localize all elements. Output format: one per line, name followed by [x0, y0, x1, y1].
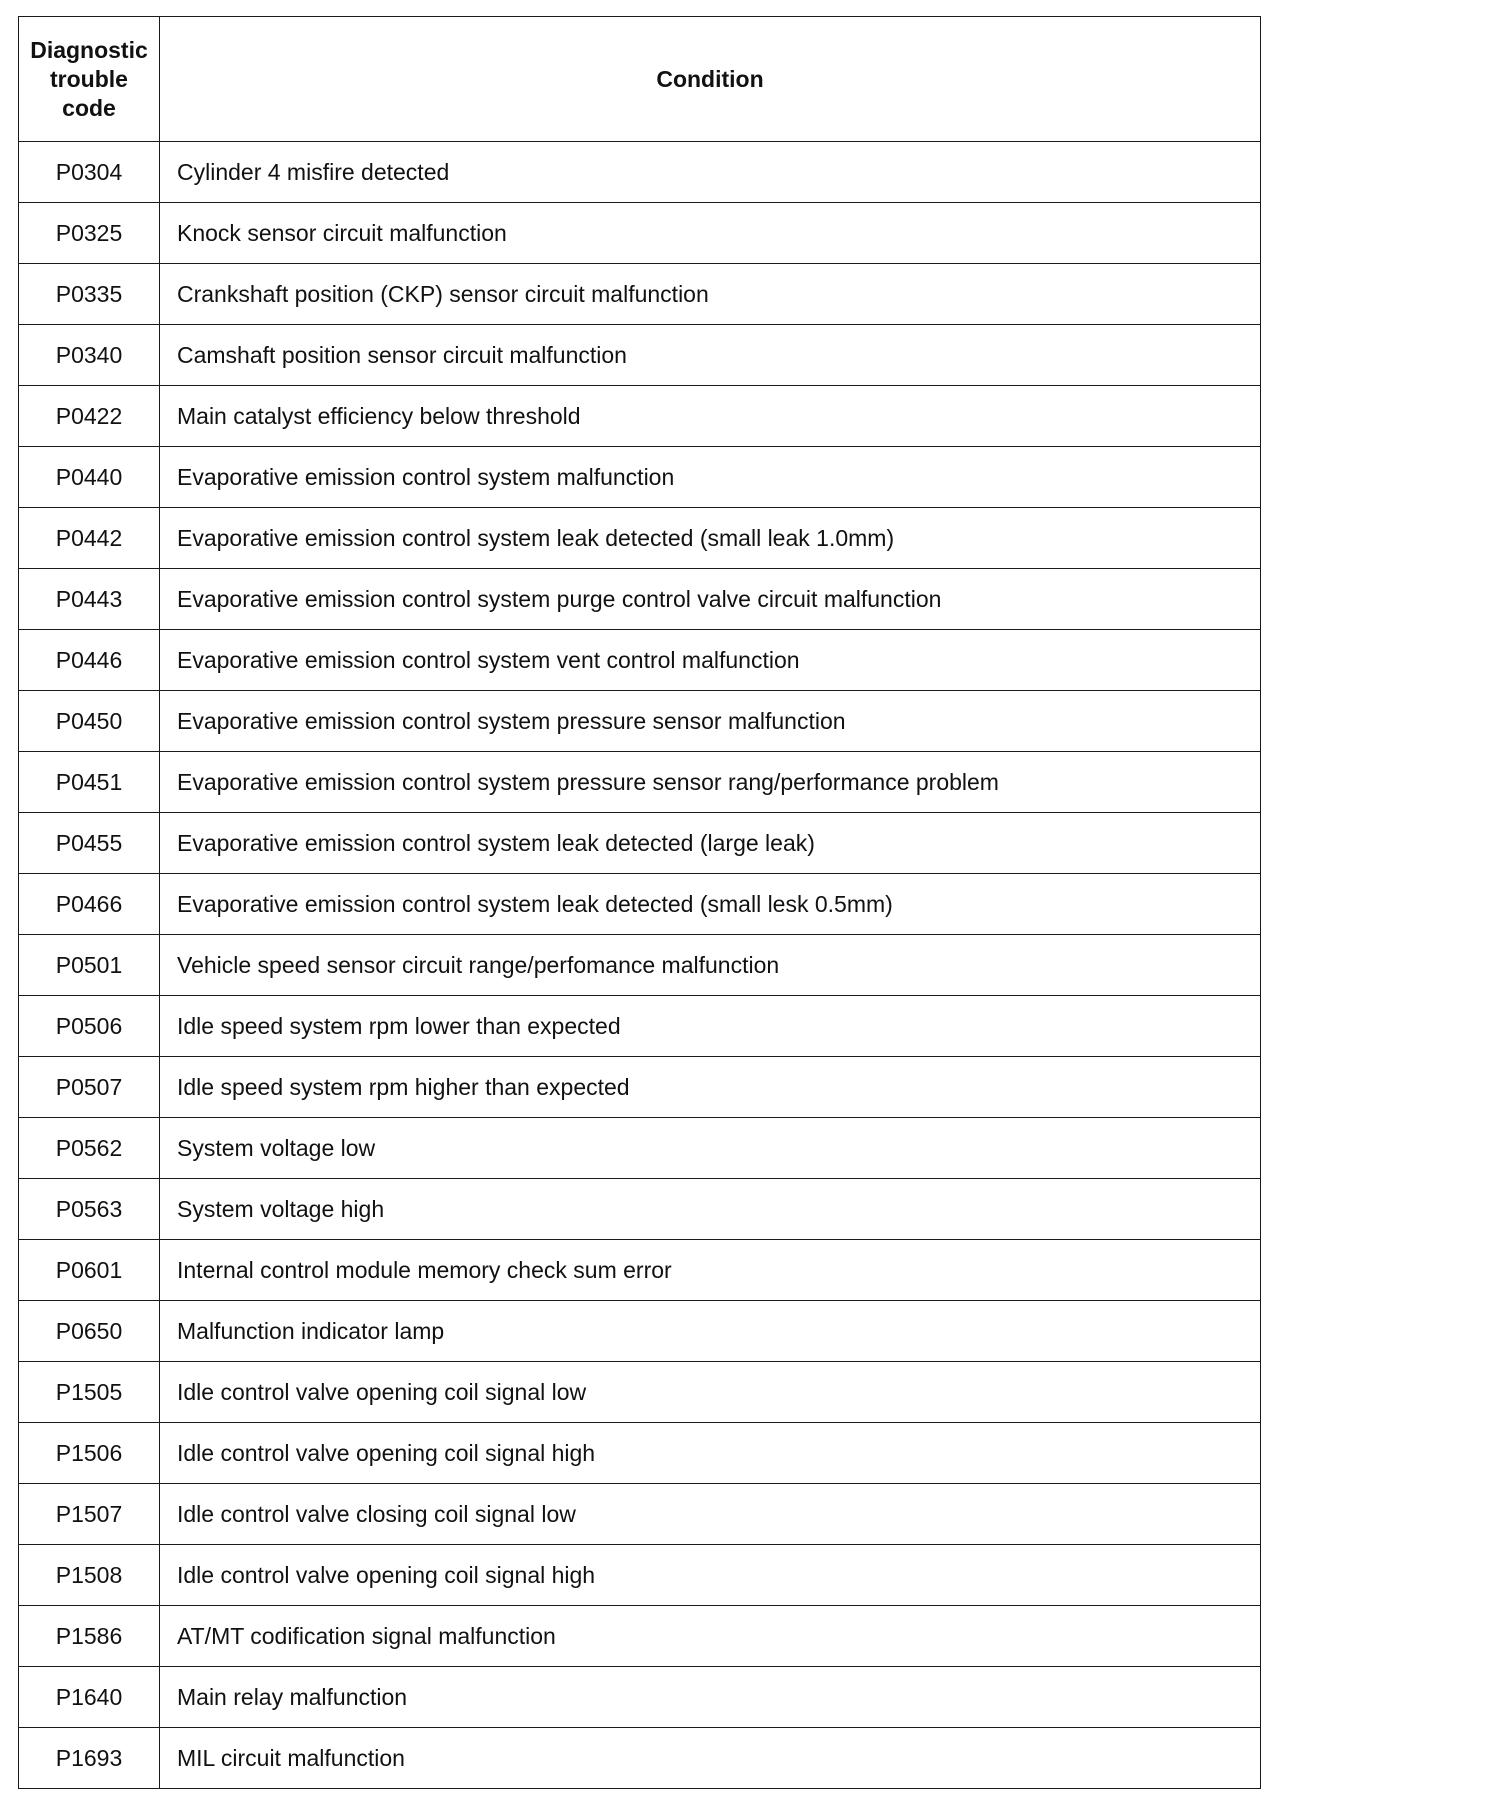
condition-cell: Idle control valve opening coil signal low: [160, 1362, 1261, 1423]
condition-column-header: Condition: [160, 17, 1261, 142]
table-row: [19, 1118, 1261, 1179]
table-row: [19, 752, 1261, 813]
table-row: [19, 1362, 1261, 1423]
dtc-table: [18, 16, 1261, 1789]
table-row: [19, 1057, 1261, 1118]
table-row: [19, 508, 1261, 569]
dtc-code-cell: P0440: [19, 447, 160, 508]
code-header-line-1: Diagnostic: [30, 36, 148, 63]
table-row: [19, 1179, 1261, 1240]
table-row: [19, 935, 1261, 996]
dtc-code-cell: P1693: [19, 1728, 160, 1789]
table-row: [19, 1667, 1261, 1728]
dtc-code-cell: P1507: [19, 1484, 160, 1545]
dtc-code-cell: P1508: [19, 1545, 160, 1606]
condition-cell: Evaporative emission control system malfunction: [160, 447, 1261, 508]
condition-cell: Vehicle speed sensor circuit range/perfomance malfunction: [160, 935, 1261, 996]
table-row: [19, 203, 1261, 264]
dtc-code-cell: P0601: [19, 1240, 160, 1301]
dtc-code-cell: P0446: [19, 630, 160, 691]
condition-cell: Evaporative emission control system pressure sensor rang/performance problem: [160, 752, 1261, 813]
table-row: [19, 1240, 1261, 1301]
condition-cell: Idle speed system rpm higher than expected: [160, 1057, 1261, 1118]
dtc-code-cell: P1505: [19, 1362, 160, 1423]
dtc-code-cell: P0304: [19, 142, 160, 203]
table-row: [19, 569, 1261, 630]
table-row: [19, 874, 1261, 935]
table-row: [19, 1728, 1261, 1789]
dtc-code-cell: P1640: [19, 1667, 160, 1728]
condition-cell: Evaporative emission control system leak detected (small lesk 0.5mm): [160, 874, 1261, 935]
condition-cell: System voltage low: [160, 1118, 1261, 1179]
condition-cell: Main catalyst efficiency below threshold: [160, 386, 1261, 447]
condition-cell: System voltage high: [160, 1179, 1261, 1240]
dtc-code-cell: P0335: [19, 264, 160, 325]
dtc-code-cell: P0443: [19, 569, 160, 630]
condition-cell: Internal control module memory check sum error: [160, 1240, 1261, 1301]
condition-cell: Main relay malfunction: [160, 1667, 1261, 1728]
table-row: [19, 264, 1261, 325]
header-row: [19, 17, 1261, 142]
table-row: [19, 1484, 1261, 1545]
dtc-code-cell: P1506: [19, 1423, 160, 1484]
condition-cell: Evaporative emission control system leak detected (small leak 1.0mm): [160, 508, 1261, 569]
table-row: [19, 142, 1261, 203]
condition-cell: Idle control valve opening coil signal high: [160, 1423, 1261, 1484]
dtc-code-cell: P0501: [19, 935, 160, 996]
dtc-code-cell: P0506: [19, 996, 160, 1057]
condition-cell: Evaporative emission control system purge control valve circuit malfunction: [160, 569, 1261, 630]
code-column-header: [19, 17, 160, 142]
condition-cell: Evaporative emission control system leak detected (large leak): [160, 813, 1261, 874]
dtc-code-cell: P0451: [19, 752, 160, 813]
condition-cell: Idle control valve opening coil signal high: [160, 1545, 1261, 1606]
condition-cell: MIL circuit malfunction: [160, 1728, 1261, 1789]
condition-cell: Idle control valve closing coil signal low: [160, 1484, 1261, 1545]
dtc-code-cell: P0442: [19, 508, 160, 569]
table-row: [19, 447, 1261, 508]
dtc-code-cell: P0450: [19, 691, 160, 752]
condition-cell: Idle speed system rpm lower than expected: [160, 996, 1261, 1057]
table-row: [19, 1423, 1261, 1484]
condition-cell: Evaporative emission control system pressure sensor malfunction: [160, 691, 1261, 752]
code-header-line-2: trouble: [50, 65, 128, 92]
table-row: [19, 996, 1261, 1057]
table-row: [19, 630, 1261, 691]
table-row: [19, 691, 1261, 752]
dtc-code-cell: P0507: [19, 1057, 160, 1118]
dtc-code-cell: P0325: [19, 203, 160, 264]
table-row: [19, 1606, 1261, 1667]
table-row: [19, 813, 1261, 874]
condition-cell: Crankshaft position (CKP) sensor circuit malfunction: [160, 264, 1261, 325]
table-row: [19, 386, 1261, 447]
condition-cell: Camshaft position sensor circuit malfunction: [160, 325, 1261, 386]
table-row: [19, 1545, 1261, 1606]
dtc-code-cell: P0422: [19, 386, 160, 447]
dtc-code-cell: P1586: [19, 1606, 160, 1667]
condition-cell: Cylinder 4 misfire detected: [160, 142, 1261, 203]
table-body: [19, 142, 1261, 1789]
dtc-code-cell: P0562: [19, 1118, 160, 1179]
dtc-code-cell: P0455: [19, 813, 160, 874]
table-row: [19, 325, 1261, 386]
dtc-code-cell: P0466: [19, 874, 160, 935]
dtc-code-cell: P0650: [19, 1301, 160, 1362]
dtc-code-cell: P0340: [19, 325, 160, 386]
table-row: [19, 1301, 1261, 1362]
condition-cell: Malfunction indicator lamp: [160, 1301, 1261, 1362]
dtc-code-cell: P0563: [19, 1179, 160, 1240]
condition-cell: Evaporative emission control system vent control malfunction: [160, 630, 1261, 691]
code-header-line-3: code: [62, 94, 116, 121]
condition-cell: Knock sensor circuit malfunction: [160, 203, 1261, 264]
condition-cell: AT/MT codification signal malfunction: [160, 1606, 1261, 1667]
